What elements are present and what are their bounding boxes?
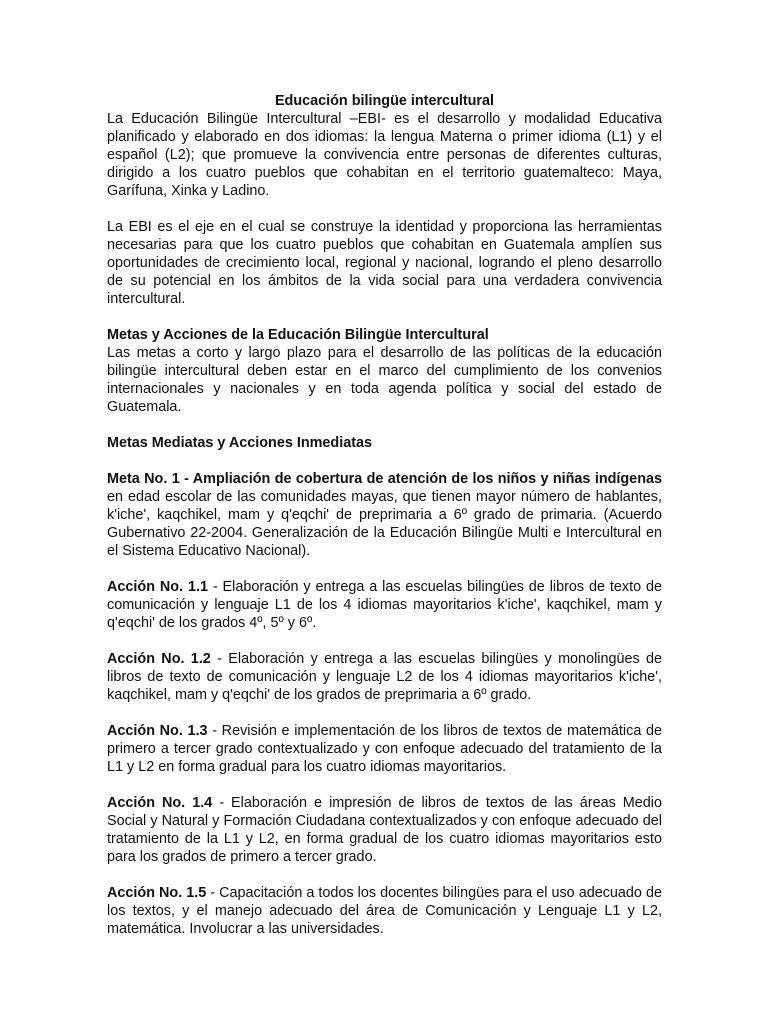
spacer bbox=[107, 776, 662, 794]
spacer bbox=[107, 704, 662, 722]
section-heading-metas-acciones: Metas y Acciones de la Educación Bilingüe Intercultural bbox=[107, 327, 489, 343]
action-1-3-paragraph bbox=[107, 722, 662, 776]
action-1-4-text: - Elaboración e impresión de libros de textos de las áreas Medio Social y Natural y Formación Ciudadana contextualizados y con enfoque adecuado del tratamiento de la L1 y L2, en forma gradual de los cuatro idiomas mayoritarios esto para los grados de primero a tercer grado. bbox=[107, 795, 662, 865]
spacer bbox=[107, 200, 662, 218]
action-1-5-paragraph bbox=[107, 884, 662, 938]
action-1-1-paragraph bbox=[107, 578, 662, 632]
action-1-4-label: Acción No. 1.4 bbox=[107, 795, 213, 811]
action-1-1-label: Acción No. 1.1 bbox=[107, 579, 208, 595]
section-paragraph-metas-acciones: Las metas a corto y largo plazo para el desarrollo de las políticas de la educación bilingüe intercultural deben estar en el marco del cumplimiento de los convenios internacionales y nacionales y en toda agenda política y social del estado de Guatemala. bbox=[107, 345, 662, 415]
action-1-3-text: - Revisión e implementación de los libros de textos de matemática de primero a tercer grado contextualizado y con enfoque adecuado del tratamiento de la L1 y L2 en forma gradual para los cuatro idiomas mayoritarios. bbox=[107, 723, 663, 775]
action-1-2-label: Acción No. 1.2 bbox=[107, 651, 211, 667]
action-1-5-label: Acción No. 1.5 bbox=[107, 885, 207, 901]
action-1-5-text: - Capacitación a todos los docentes bilingües para el uso adecuado de los textos, y el manejo adecuado del área de Comunicación y Lenguaje L1 y L2, matemática. Involucrar a las universidades. bbox=[107, 885, 662, 937]
intro-paragraph-1: La Educación Bilingüe Intercultural –EBI- es el desarrollo y modalidad Educativa planificado y elaborado en dos idiomas: la lengua Materna o primer idioma (L1) y el español (L2); que promueve la convivencia entre personas de diferentes culturas, dirigido a los cuatro pueblos que cohabitan en el territorio guatemalteco: Maya, Garífuna, Xinka y Ladino. bbox=[107, 111, 662, 199]
meta-1-paragraph bbox=[107, 470, 662, 560]
action-1-4-paragraph bbox=[107, 794, 662, 866]
spacer bbox=[107, 632, 662, 650]
document-title: Educación bilingüe intercultural bbox=[274, 93, 495, 109]
spacer bbox=[107, 866, 662, 884]
action-1-2-text: - Elaboración y entrega a las escuelas bilingües y monolingües de libros de texto de comunicación y lenguaje L2 de los 4 idiomas mayoritarios k'iche', kaqchikel, mam y q'eqchi' de los grados de preprimaria a 6º grado. bbox=[107, 651, 663, 703]
spacer bbox=[107, 308, 662, 326]
action-1-2-paragraph bbox=[107, 650, 662, 704]
intro-paragraph-2: La EBI es el eje en el cual se construye la identidad y proporciona las herramientas necesarias para que los cuatro pueblos que cohabitan en Guatemala amplíen sus oportunidades de crecimiento local, regional y nacional, logrando el pleno desarrollo de su potencial en los ámbitos de la vida social para una verdadera convivencia intercultural. bbox=[107, 219, 662, 307]
meta-1-text: en edad escolar de las comunidades mayas, que tienen mayor número de hablantes, k'iche', kaqchikel, mam y q'eqchi' de preprimaria a 6º grado de primaria. (Acuerdo Gubernativo 22-2004. Generalización de la Educación Bilingüe Multi e Intercultural en el Sistema Educativo Nacional). bbox=[107, 489, 662, 559]
spacer bbox=[107, 416, 662, 434]
section-heading-metas-mediatas: Metas Mediatas y Acciones Inmediatas bbox=[107, 435, 372, 451]
action-1-1-text: - Elaboración y entrega a las escuelas bilingües de libros de texto de comunicación y lenguaje L1 de los 4 idiomas mayoritarios k'iche', kaqchikel, mam y q'eqchi' de los grados 4º, 5º y 6º. bbox=[107, 579, 662, 631]
spacer bbox=[107, 560, 662, 578]
action-1-3-label: Acción No. 1.3 bbox=[107, 723, 208, 739]
meta-1-label: Meta No. 1 - Ampliación de cobertura de atención de los niños y niñas indígenas bbox=[107, 471, 662, 487]
spacer bbox=[107, 452, 662, 470]
